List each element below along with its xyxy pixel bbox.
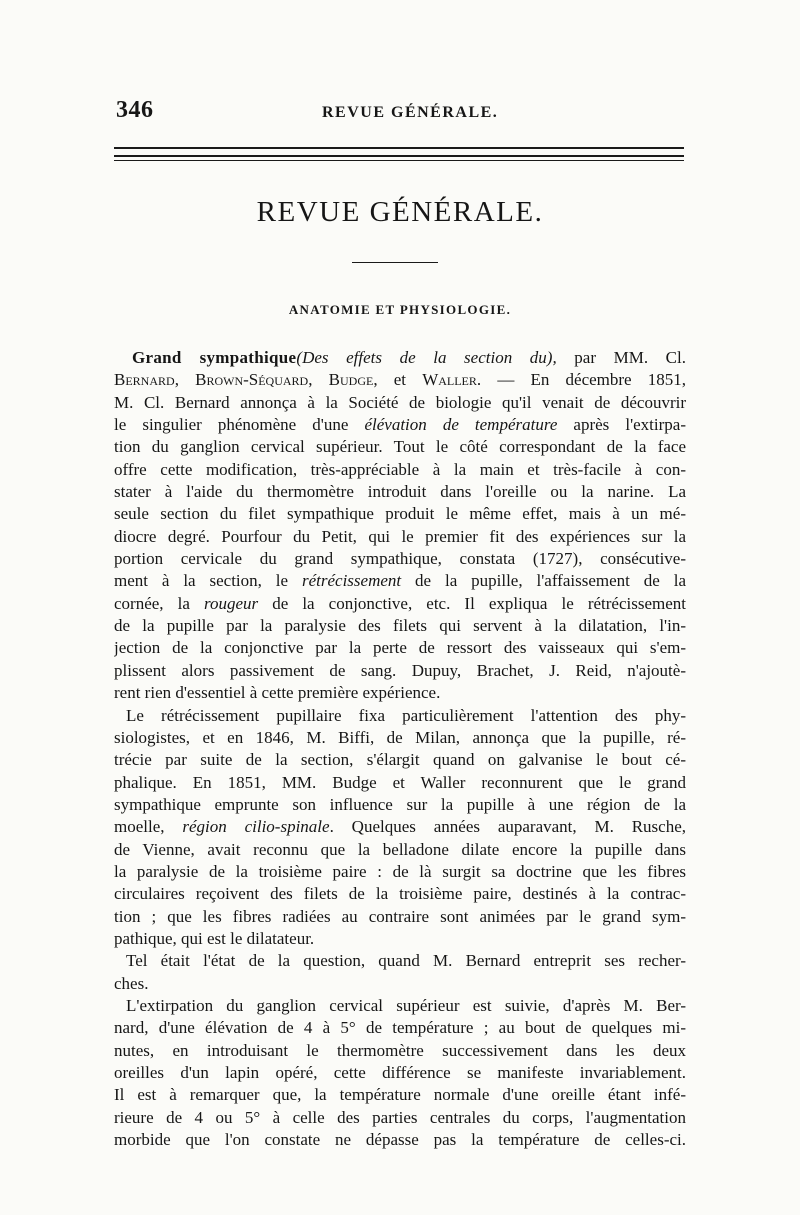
- text-line: trécie par suite de la section, s'élargit quand on galvanise le bout cé-: [114, 750, 686, 770]
- text-line: ches.: [114, 973, 149, 993]
- author-name: Brown-Séquard: [195, 370, 309, 390]
- header-double-rule: [114, 147, 684, 157]
- header-thin-rule: [114, 160, 684, 161]
- text-line: circulaires reçoivent des filets de la troisième paire, destinés à la contrac-: [114, 884, 686, 904]
- text-line: cornée, la rougeur de la conjonctive, etc. Il expliqua le rétrécissement: [114, 593, 686, 613]
- author-name: Budge: [328, 370, 374, 390]
- text-line: nard, d'une élévation de 4 à 5° de température ; au bout de quelques mi-: [114, 1018, 686, 1038]
- text-line: de Vienne, avait reconnu que la belladone dilate encore la pupille dans: [114, 839, 686, 859]
- text-line: L'extirpation du ganglion cervical supérieur est suivie, d'après M. Ber-: [126, 995, 686, 1015]
- text-line: stater à l'aide du thermomètre introduit dans l'oreille ou la narine. La: [114, 482, 686, 502]
- text-line: offre cette modification, très-appréciable à la main et très-facile à con-: [114, 459, 686, 479]
- text-line: de la pupille par la paralysie des filets qui servent à la dilatation, l'in-: [114, 616, 686, 636]
- title-separator-rule: [352, 262, 438, 263]
- section-heading: ANATOMIE ET PHYSIOLOGIE.: [288, 302, 512, 317]
- text-line: morbide que l'on constate ne dépasse pas la température de celles-ci.: [114, 1130, 686, 1150]
- article-body: [114, 347, 686, 1151]
- text-line: plissent alors passivement de sang. Dupuy, Brachet, J. Reid, n'ajoutè-: [114, 660, 686, 680]
- author-name: Bernard: [114, 370, 175, 390]
- text-line: Grand sympathique(Des effets de la section du), par MM. Cl.: [132, 348, 686, 367]
- page-number: 346: [116, 97, 154, 123]
- text-line: oreilles d'un lapin opéré, cette différence se manifeste invariablement.: [114, 1063, 686, 1082]
- text-line: pathique, qui est le dilatateur.: [114, 928, 315, 948]
- text-line: ment à la section, le rétrécissement de la pupille, l'affaissement de la: [114, 571, 686, 591]
- text-line: Il est à remarquer que, la température normale d'une oreille étant infé-: [114, 1085, 686, 1105]
- text-line: seule section du filet sympathique produit le même effet, mais à un mé-: [114, 504, 686, 524]
- text-line: M. Cl. Bernard annonça à la Société de biologie qu'il venait de découvrir: [114, 392, 686, 412]
- chapter-title: REVUE GÉNÉRALE.: [256, 196, 544, 228]
- text-line: Tel était l'état de la question, quand M. Bernard entreprit ses recher-: [126, 951, 686, 971]
- author-name: Waller: [422, 370, 477, 390]
- text-line: tion ; que les fibres radiées au contraire sont animées par le grand sym-: [114, 906, 686, 926]
- text-line: le singulier phénomène d'une élévation de température après l'extirpa-: [114, 415, 686, 435]
- text-line: phalique. En 1851, MM. Budge et Waller reconnurent que le grand: [114, 772, 686, 792]
- text-line: nutes, en introduisant le thermomètre successivement dans les deux: [114, 1040, 686, 1060]
- running-head: REVUE GÉNÉRALE.: [322, 104, 499, 121]
- text-line: moelle, région cilio-spinale. Quelques années auparavant, M. Rusche,: [114, 817, 686, 837]
- text-line: siologistes, et en 1846, M. Biffi, de Milan, annonça que la pupille, ré-: [114, 727, 686, 747]
- text-line: rieure de 4 ou 5° à celle des parties centrales du corps, l'augmentation: [114, 1107, 686, 1127]
- article-keyword: Grand sympathique: [132, 348, 297, 367]
- text-line: diocre degré. Pourfour du Petit, qui le premier fit des expériences sur la: [114, 526, 686, 546]
- text-line: sympathique emprunte son influence sur la pupille à une région de la: [114, 794, 686, 814]
- text-line: rent rien d'essentiel à cette première expérience.: [114, 683, 441, 703]
- text-line: portion cervicale du grand sympathique, constata (1727), consécutive-: [114, 549, 686, 569]
- text-line: jection de la conjonctive par la perte de ressort des vaisseaux qui s'em-: [114, 638, 686, 658]
- text-line: Le rétrécissement pupillaire fixa particulièrement l'attention des phy-: [126, 705, 686, 725]
- text-line: Bernard, Brown-Séquard, Budge, et Waller. — En décembre 1851,: [114, 370, 686, 390]
- text-line: la paralysie de la troisième paire : de là surgit sa doctrine que les fibres: [114, 861, 686, 881]
- text-line: tion du ganglion cervical supérieur. Tout le côté correspondant de la face: [114, 437, 686, 457]
